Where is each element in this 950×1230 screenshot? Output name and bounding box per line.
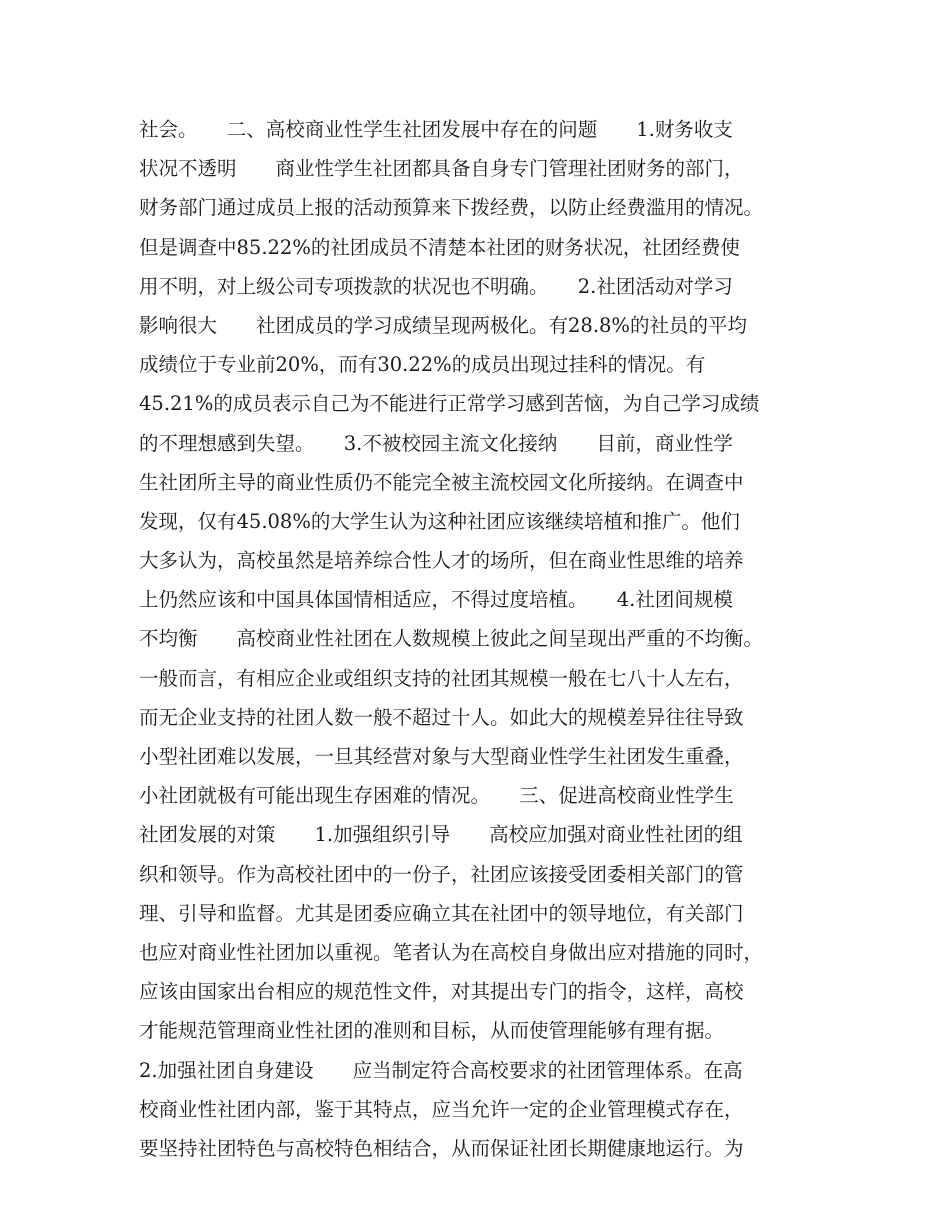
body-text — [139, 110, 829, 1168]
text-line: 小社团就极有可能出现生存困难的情况。 三、促进高校商业性学生 — [139, 784, 734, 808]
text-line: 2.加强社团自身建设 应当制定符合高校要求的社团管理体系。在高 — [139, 1058, 743, 1082]
text-line: 发现，仅有45.08%的大学生认为这种社团应该继续培植和推广。他们 — [139, 509, 740, 533]
text-line: 而无企业支持的社团人数一般不超过十人。如此大的规模差异往往导致 — [139, 705, 744, 729]
text-line: 用不明，对上级公司专项拨款的状况也不明确。 2.社团活动对学习 — [139, 274, 733, 298]
text-line: 不均衡 高校商业性社团在人数规模上彼此之间呈现出严重的不均衡。 — [139, 627, 764, 651]
text-line: 社团发展的对策 1.加强组织引导 高校应加强对商业性社团的组 — [139, 823, 743, 847]
text-line: 校商业性社团内部，鉴于其特点，应当允许一定的企业管理模式存在， — [139, 1097, 744, 1121]
text-line: 织和领导。作为高校社团中的一份子，社团应该接受团委相关部门的管 — [139, 862, 744, 886]
text-line: 才能规范管理商业性社团的准则和目标，从而使管理能够有理有据。 — [139, 1019, 725, 1043]
text-line: 但是调查中85.22%的社团成员不清楚本社团的财务状况，社团经费使 — [139, 235, 740, 259]
text-line: 应该由国家出台相应的规范性文件，对其提出专门的指令，这样，高校 — [139, 980, 744, 1004]
text-line: 一般而言，有相应企业或组织支持的社团其规模一般在七八十人左右， — [139, 666, 744, 690]
text-line: 社会。 二、高校商业性学生社团发展中存在的问题 1.财务收支 — [139, 118, 733, 141]
text-line: 财务部门通过成员上报的活动预算来下拨经费，以防止经费滥用的情况。 — [139, 196, 764, 220]
text-line: 状况不透明 商业性学生社团都具备自身专门管理社团财务的部门， — [139, 157, 744, 181]
text-line: 上仍然应该和中国具体国情相适应，不得过度培植。 4.社团间规模 — [139, 588, 733, 612]
text-line: 影响很大 社团成员的学习成绩呈现两极化。有28.8%的社员的平均 — [139, 313, 747, 337]
text-line: 45.21%的成员表示自己为不能进行正常学习感到苦恼，为自己学习成绩 — [139, 392, 760, 416]
text-line: 生社团所主导的商业性质仍不能完全被主流校园文化所接纳。在调查中 — [139, 470, 744, 494]
text-line: 也应对商业性社团加以重视。笔者认为在高校自身做出应对措施的同时， — [139, 940, 764, 964]
text-line: 大多认为，高校虽然是培养综合性人才的场所，但在商业性思维的培养 — [139, 549, 744, 573]
text-line: 要坚持社团特色与高校特色相结合，从而保证社团长期健康地运行。为 — [139, 1136, 744, 1160]
text-line: 理、引导和监督。尤其是团委应确立其在社团中的领导地位，有关部门 — [139, 901, 744, 925]
text-line: 小型社团难以发展，一旦其经营对象与大型商业性学生社团发生重叠， — [139, 745, 744, 768]
text-line: 成绩位于专业前20%，而有30.22%的成员出现过挂科的情况。有 — [139, 353, 706, 377]
text-line: 的不理想感到失望。 3.不被校园主流文化接纳 目前，商业性学 — [139, 431, 733, 455]
